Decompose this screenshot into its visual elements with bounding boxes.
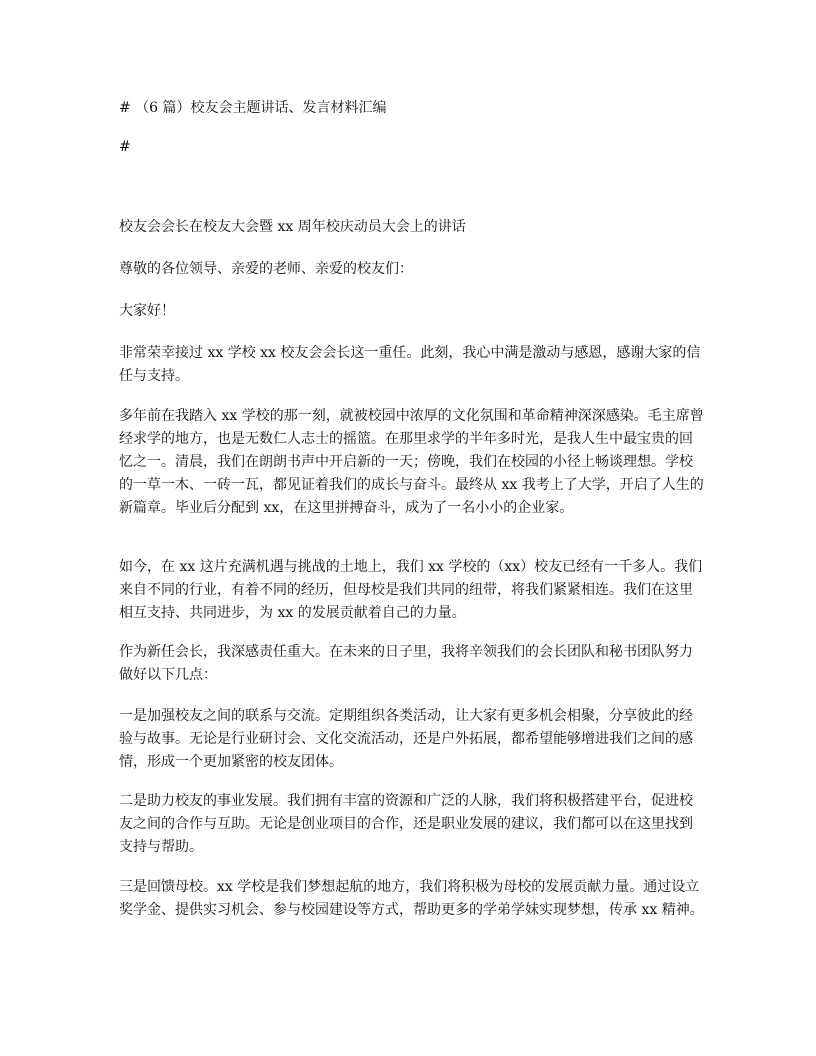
greeting: 大家好！ bbox=[119, 303, 175, 319]
salutation: 尊敬的各位领导、亲爱的老师、亲爱的校友们： bbox=[119, 261, 413, 277]
paragraph: 三是回馈母校。xx 学校是我们梦想起航的地方，我们将积极为母校的发展贡献力量。通过设立奖学金、提供实习机会、参与校园建设等方式，帮助更多的学弟学妹实现梦想，传承 xx 精神。 bbox=[119, 879, 704, 918]
document-heading: # （6 篇）校友会主题讲话、发言材料汇编 bbox=[119, 100, 387, 116]
speech-title: 校友会会长在校友大会暨 xx 周年校庆动员大会上的讲话 bbox=[119, 219, 466, 235]
paragraph: 如今，在 xx 这片充满机遇与挑战的土地上，我们 xx 学校的（xx）校友已经有一千多人。我们来自不同的行业，有着不同的经历，但母校是我们共同的纽带，将我们紧紧相连。我们在这里相互支持、共同进步，为 xx 的发展贡献着自己的力量。 bbox=[119, 559, 703, 621]
paragraph: 作为新任会长，我深感责任重大。在未来的日子里，我将辛领我们的会长团队和秘书团队努力做好以下几点： bbox=[119, 644, 693, 683]
heading-mark: # bbox=[119, 139, 131, 155]
paragraph: 二是助力校友的事业发展。我们拥有丰富的资源和广泛的人脉，我们将积极搭建平台，促进校友之间的合作与互助。无论是创业项目的合作，还是职业发展的建议，我们都可以在这里找到支持与帮助。 bbox=[119, 793, 693, 855]
paragraph: 多年前在我踏入 xx 学校的那一刻，就被校园中浓厚的文化氛围和革命精神深深感染。毛主席曾经求学的地方，也是无数仁人志士的摇篮。在那里求学的半年多时光，是我人生中最宝贵的回忆之一。清晨，我们在朗朗书声中开启新的一天；傍晚，我们在校园的小径上畅谈理想。学校的一草一木、一砖一瓦，都见证着我们的成长与奋斗。最终从 xx 我考上了大学，开启了人生的新篇章。毕业后分配到 xx，在这里拼搏奋斗，成为了一名小小的企业家。 bbox=[119, 408, 704, 516]
paragraph: 非常荣幸接过 xx 学校 xx 校友会会长这一重任。此刻，我心中满是激动与感恩，感谢大家的信任与支持。 bbox=[119, 345, 701, 384]
paragraph: 一是加强校友之间的联系与交流。定期组织各类活动，让大家有更多机会相聚，分享彼此的经验与故事。无论是行业研讨会、文化交流活动，还是户外拓展，都希望能够增进我们之间的感情，形成一个更加紧密的校友团体。 bbox=[119, 708, 693, 770]
